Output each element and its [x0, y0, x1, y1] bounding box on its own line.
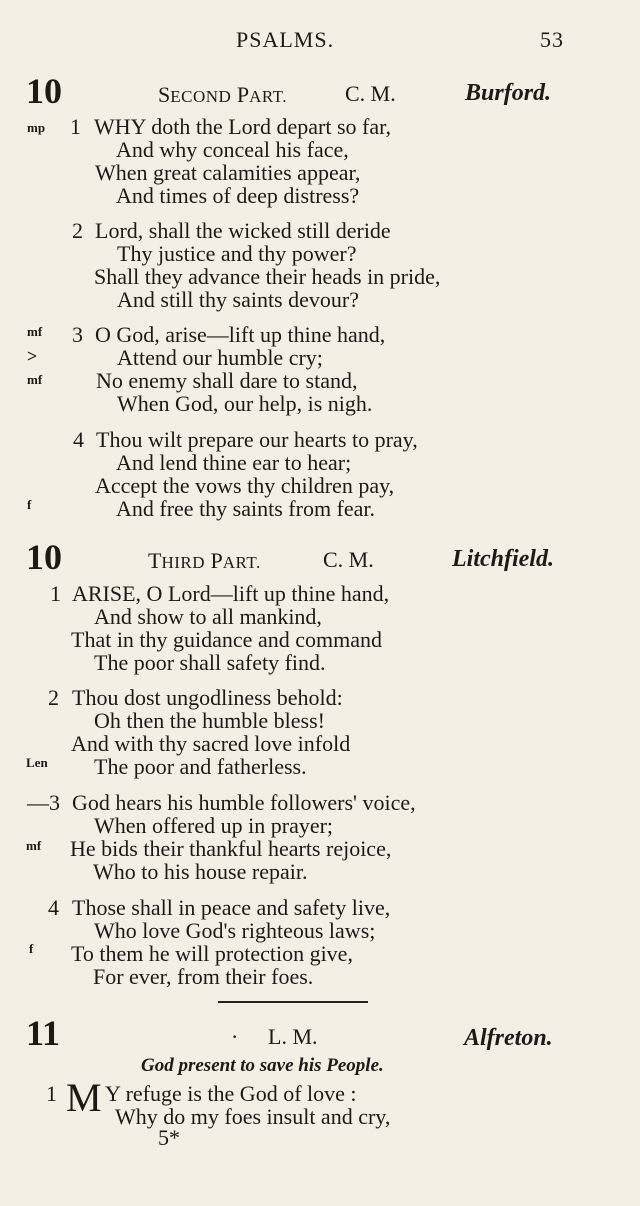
dynamic-mark: mf: [26, 838, 42, 853]
verse-line: He bids their thankful hearts rejoice,: [70, 836, 392, 861]
verse-line: Attend our humble cry;: [117, 345, 323, 370]
verse-line: And with thy sacred love infold: [71, 731, 351, 756]
verse-line: When offered up in prayer;: [94, 813, 334, 838]
ornament-dot: ·: [231, 1024, 239, 1049]
verse-line: Those shall in peace and safety live,: [72, 895, 391, 920]
stanza-number: 1: [50, 581, 61, 606]
verse-line: Thou dost ungodliness behold:: [72, 685, 343, 710]
verse-line: Who to his house repair.: [93, 859, 308, 884]
verse-line: And times of deep distress?: [116, 183, 360, 208]
verse-line: Thy justice and thy power?: [117, 241, 357, 266]
dynamic-mark: mf: [27, 324, 43, 339]
hymn-number: 10: [26, 71, 62, 111]
verse-line: And still thy saints devour?: [117, 287, 359, 312]
meter: L. M.: [268, 1024, 318, 1049]
hymn-number: 10: [26, 537, 62, 577]
dynamic-mark: mp: [27, 120, 46, 135]
stanza-number: 2: [48, 685, 59, 710]
stanza-number: 3: [72, 322, 83, 347]
verse-line: Who love God's righteous laws;: [94, 918, 376, 943]
tune-name: Burford.: [465, 80, 552, 106]
verse-line: And why conceal his face,: [116, 137, 349, 162]
dynamic-mark: Len: [26, 755, 48, 770]
dynamic-mark: f: [29, 941, 34, 956]
running-head: PSALMS.: [236, 27, 335, 52]
verse-line: Oh then the humble bless!: [94, 708, 325, 733]
stanza-number: 2: [72, 218, 83, 243]
verse-line: O God, arise—lift up thine hand,: [95, 322, 386, 347]
printer-signature: 5*: [158, 1125, 180, 1150]
verse-line: When God, our help, is nigh.: [117, 391, 373, 416]
tune-name: Alfreton.: [464, 1025, 553, 1051]
verse-line: And show to all mankind,: [94, 604, 322, 629]
verse-line: The poor and fatherless.: [94, 754, 307, 779]
section-divider: [218, 1001, 368, 1003]
verse-line: Why do my foes insult and cry,: [115, 1104, 391, 1129]
stanza-number: 4: [48, 895, 59, 920]
tune-name: Litchfield.: [452, 546, 554, 572]
stanza-number: 4: [73, 427, 84, 452]
meter: C. M.: [345, 81, 396, 106]
verse-line: To them he will protection give,: [71, 941, 353, 966]
verse-line: God hears his humble followers' voice,: [72, 790, 416, 815]
verse-line: Y refuge is the God of love :: [105, 1081, 357, 1106]
dynamic-mark: f: [27, 497, 32, 512]
verse-line: The poor shall safety find.: [94, 650, 326, 675]
hymn-number: 11: [26, 1013, 61, 1053]
page-number: 53: [540, 27, 564, 52]
verse-line: WHY doth the Lord depart so far,: [94, 114, 392, 139]
verse-line: Accept the vows thy children pay,: [95, 473, 395, 498]
verse-line: When great calamities appear,: [95, 160, 361, 185]
verse-line: No enemy shall dare to stand,: [96, 368, 358, 393]
meter: C. M.: [323, 547, 374, 572]
section-title: THIRD PART.: [148, 548, 261, 573]
verse-line: And free thy saints from fear.: [116, 496, 376, 521]
dynamic-mark: >: [27, 346, 38, 366]
dynamic-mark: mf: [27, 372, 43, 387]
verse-line: ARISE, O Lord—lift up thine hand,: [72, 581, 390, 606]
verse-line: That in thy guidance and command: [71, 627, 382, 652]
verse-line: And lend thine ear to hear;: [116, 450, 352, 475]
verse-line: Lord, shall the wicked still deride: [95, 218, 391, 243]
drop-cap: M: [66, 1075, 102, 1120]
stanza-number: 1: [70, 114, 81, 139]
hymn-subtitle: God present to save his People.: [141, 1055, 384, 1076]
stanza-number: 1: [46, 1081, 57, 1106]
section-title: SECOND PART.: [158, 82, 288, 107]
verse-line: Shall they advance their heads in pride,: [94, 264, 441, 289]
verse-line: Thou wilt prepare our hearts to pray,: [96, 427, 418, 452]
stanza-number: —3: [27, 790, 60, 815]
verse-line: For ever, from their foes.: [93, 964, 314, 989]
